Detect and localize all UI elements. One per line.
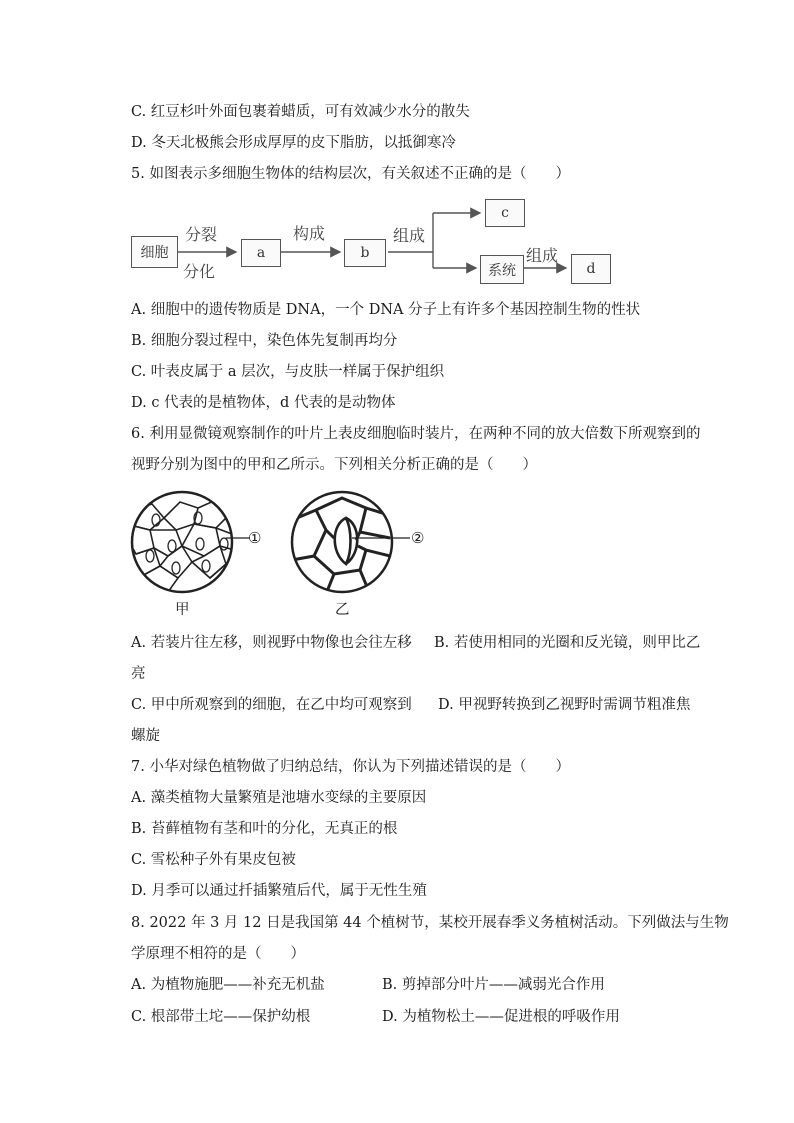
q6-option-a: A. 若装片往左移，则视野中物像也会往左移	[131, 635, 412, 651]
label-differentiate: 分化	[183, 262, 216, 281]
label-1: ①	[248, 529, 262, 547]
box-cell: 细胞	[131, 236, 178, 268]
label-compose-2: 组成	[526, 246, 559, 265]
label-constitute: 构成	[293, 224, 326, 243]
q6-option-b: B. 若使用相同的光圈和反光镜，则甲比乙	[434, 635, 701, 651]
label-2: ②	[411, 529, 425, 547]
q5-option-b: B. 细胞分裂过程中，染色体先复制再均分	[131, 333, 398, 349]
q8-stem-line2: 学原理不相符的是（ ）	[131, 946, 305, 962]
box-c: c	[485, 199, 525, 227]
box-a: a	[241, 239, 281, 267]
q6-option-c: C. 甲中所观察到的细胞，在乙中均可观察到	[131, 697, 412, 713]
q5-option-a: A. 细胞中的遗传物质是 DNA，一个 DNA 分子上有许多个基因控制生物的性状	[131, 302, 641, 318]
q5-option-d: D. c 代表的是植物体，d 代表的是动物体	[131, 395, 396, 411]
box-d: d	[571, 254, 611, 284]
q7-option-d: D. 月季可以通过扦插繁殖后代，属于无性生殖	[131, 883, 427, 899]
field-yi	[292, 492, 410, 594]
box-system: 系统	[480, 255, 524, 284]
q6-stem-line2: 视野分别为图中的甲和乙所示。下列相关分析正确的是（ ）	[131, 457, 537, 473]
label-divide: 分裂	[185, 225, 218, 244]
box-b: b	[344, 239, 386, 267]
q6-stem-line1: 6. 利用显微镜观察制作的叶片上表皮细胞临时装片，在两种不同的放大倍数下所观察到的	[131, 426, 701, 442]
q8-option-b: B. 剪掉部分叶片——减弱光合作用	[382, 977, 605, 993]
label-compose-1: 组成	[393, 226, 426, 245]
q8-option-c: C. 根部带土坨——保护幼根	[131, 1009, 311, 1025]
q8-option-a: A. 为植物施肥——补充无机盐	[131, 977, 325, 993]
q8-stem-line1: 8. 2022 年 3 月 12 日是我国第 44 个植树节，某校开展春季义务植树活动。下列做法与生物	[131, 915, 729, 931]
q6-option-d: D. 甲视野转换到乙视野时需调节粗准焦	[438, 697, 691, 713]
q5-option-c: C. 叶表皮属于 a 层次，与皮肤一样属于保护组织	[131, 364, 445, 380]
q7-option-b: B. 苔藓植物有茎和叶的分化，无真正的根	[131, 821, 398, 837]
q4-option-d: D. 冬天北极熊会形成厚厚的皮下脂肪，以抵御寒冷	[131, 135, 456, 151]
q6-microscope-fields	[120, 490, 460, 600]
q6-option-b-cont: 亮	[131, 666, 146, 682]
q8-option-d: D. 为植物松土——促进根的呼吸作用	[382, 1009, 620, 1025]
q4-option-c: C. 红豆杉叶外面包裹着蜡质，可有效减少水分的散失	[131, 104, 470, 120]
q5-stem: 5. 如图表示多细胞生物体的结构层次，有关叙述不正确的是（ ）	[131, 166, 570, 182]
field-jia	[128, 492, 250, 592]
q7-option-c: C. 雪松种子外有果皮包被	[131, 852, 296, 868]
q7-option-a: A. 藻类植物大量繁殖是池塘水变绿的主要原因	[131, 790, 427, 806]
caption-yi: 乙	[335, 602, 350, 618]
caption-jia: 甲	[175, 602, 190, 618]
q6-option-d-cont: 螺旋	[131, 728, 160, 744]
q7-stem: 7. 小华对绿色植物做了归纳总结，你认为下列描述错误的是（ ）	[131, 759, 570, 775]
diagram-arrows	[0, 0, 794, 300]
